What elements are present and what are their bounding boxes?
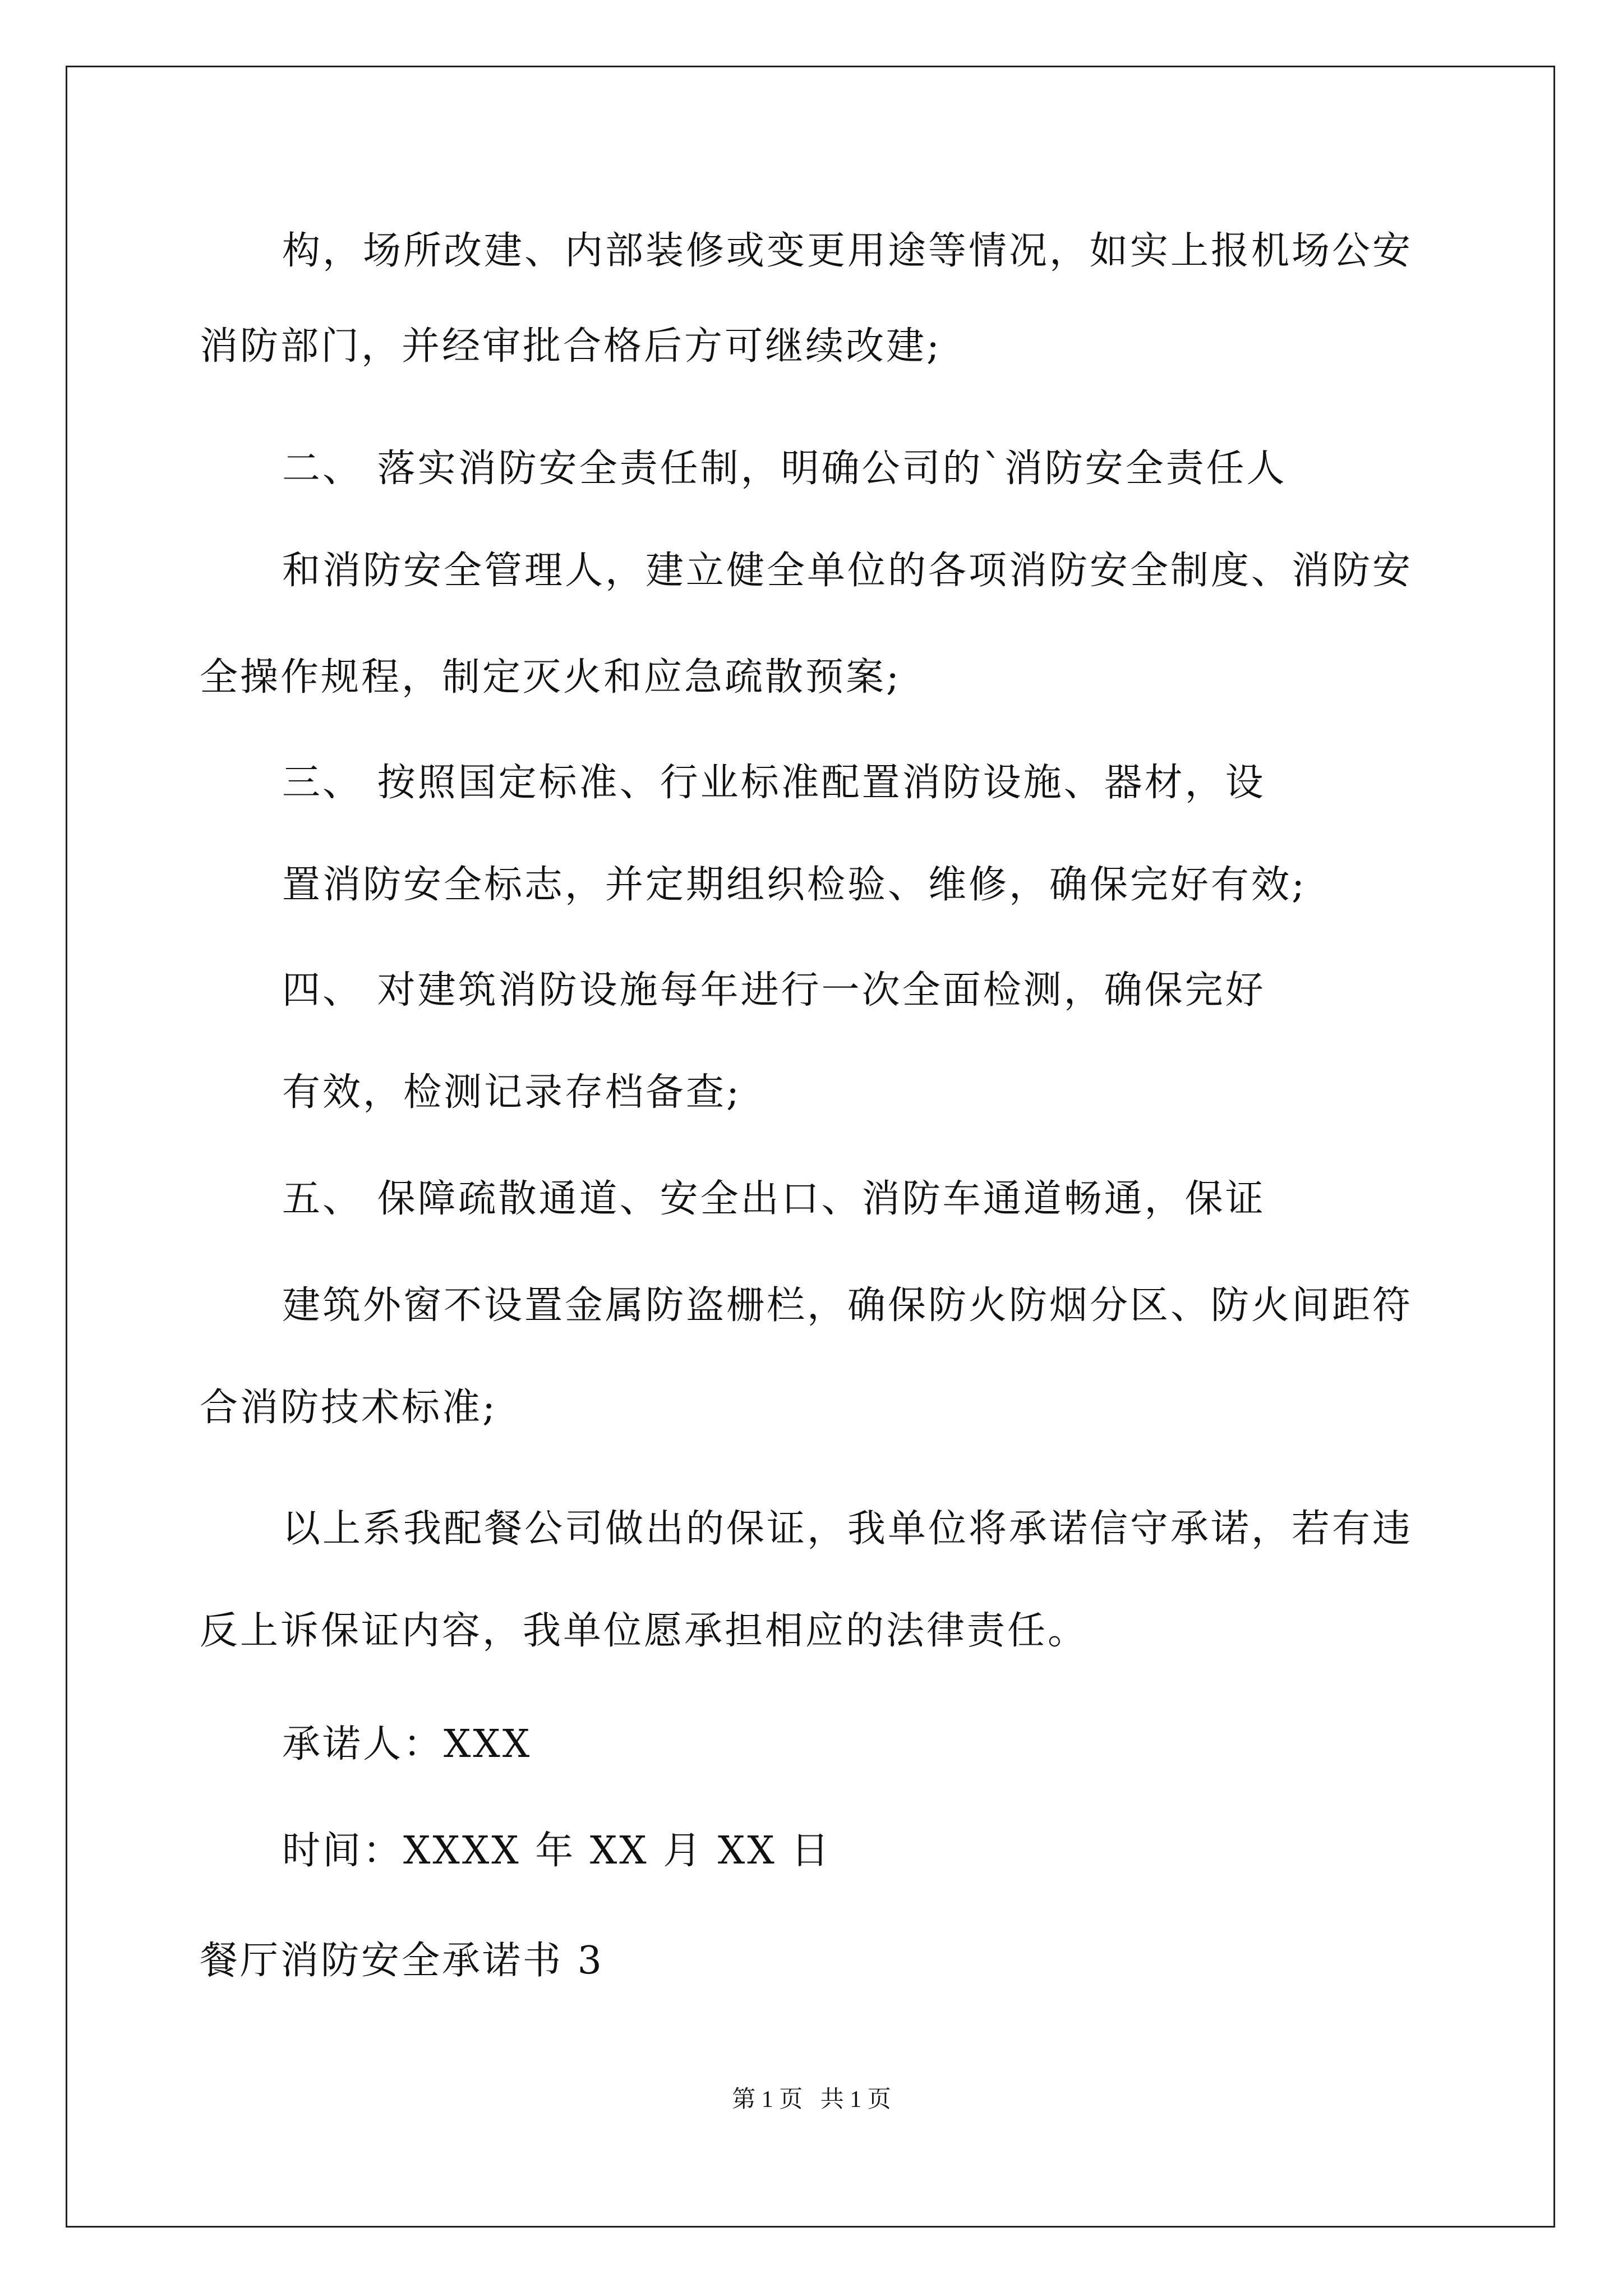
paragraph-line: 消防部门，并经审批合格后方可继续改建;: [200, 324, 942, 369]
paragraph-line: 置消防安全标志，并定期组织检验、维修，确保完好有效;: [282, 863, 1307, 907]
signatory-line: 承诺人：XXX: [282, 1722, 532, 1766]
paragraph-line: 和消防安全管理人，建立健全单位的各项消防安全制度、消防安: [282, 549, 1413, 593]
section-title: 餐厅消防安全承诺书 3: [200, 1939, 604, 1983]
paragraph-line: 建筑外窗不设置金属防盗栅栏，确保防火防烟分区、防火间距符: [282, 1283, 1413, 1328]
paragraph-line: 有效，检测记录存档备查;: [282, 1070, 741, 1115]
paragraph-line: 五、 保障疏散通道、安全出口、消防车通道畅通，保证: [282, 1177, 1266, 1221]
page-frame: [66, 66, 1555, 2228]
paragraph-line: 全操作规程，制定灭火和应急疏散预案;: [200, 655, 901, 700]
page-footer: 第 1 页 共 1 页: [732, 2087, 891, 2113]
paragraph-line: 合消防技术标准;: [200, 1386, 497, 1430]
date-line: 时间：XXXX 年 XX 月 XX 日: [282, 1829, 832, 1873]
paragraph-line: 以上系我配餐公司做出的保证，我单位将承诺信守承诺，若有违: [282, 1507, 1413, 1551]
paragraph-line: 四、 对建筑消防设施每年进行一次全面检测，确保完好: [282, 968, 1266, 1013]
paragraph-line: 构，场所改建、内部装修或变更用途等情况，如实上报机场公安: [282, 229, 1413, 273]
paragraph-line: 二、 落实消防安全责任制，明确公司的`消防安全责任人: [282, 447, 1287, 491]
paragraph-line: 反上诉保证内容，我单位愿承担相应的法律责任。: [200, 1609, 1089, 1653]
paragraph-line: 三、 按照国定标准、行业标准配置消防设施、器材，设: [282, 761, 1266, 805]
